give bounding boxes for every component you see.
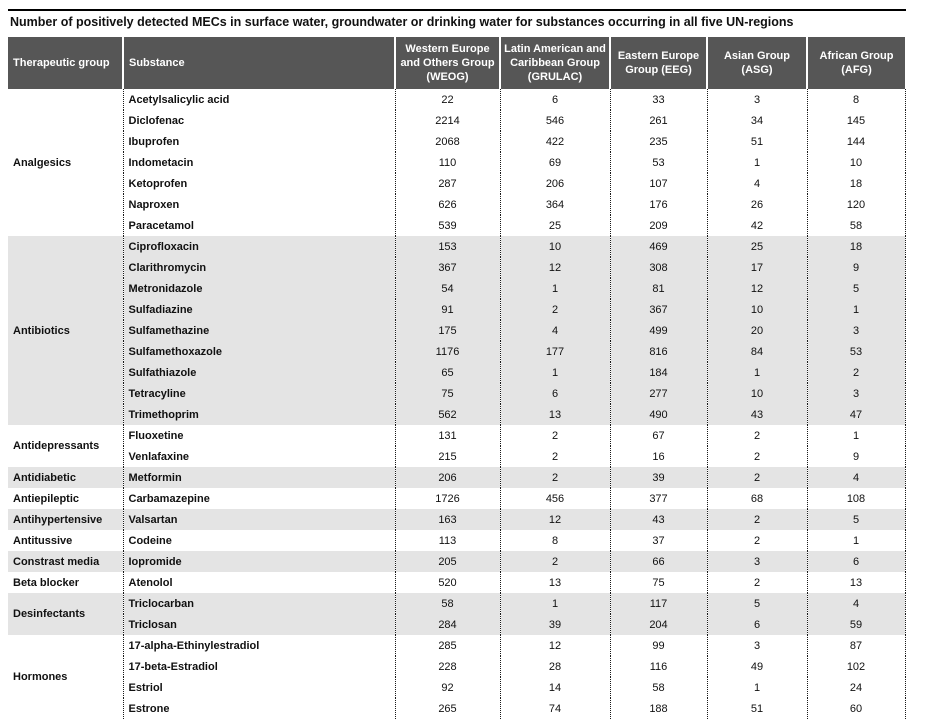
value-cell: 144 — [807, 131, 905, 152]
value-cell: 539 — [395, 215, 500, 236]
value-cell: 2 — [707, 467, 807, 488]
value-cell: 277 — [610, 383, 707, 404]
column-header-eeg: Eastern Europe Group (EEG) — [610, 37, 707, 89]
value-cell: 2 — [500, 551, 610, 572]
value-cell: 153 — [395, 236, 500, 257]
header-row — [8, 37, 905, 89]
value-cell: 499 — [610, 320, 707, 341]
substance-cell: Codeine — [123, 530, 395, 551]
table-row — [8, 236, 905, 257]
value-cell: 43 — [707, 404, 807, 425]
value-cell: 456 — [500, 488, 610, 509]
value-cell: 26 — [707, 194, 807, 215]
table-row — [8, 635, 905, 656]
therapeutic-group-cell: Antibiotics — [8, 236, 123, 425]
value-cell: 49 — [707, 656, 807, 677]
value-cell: 39 — [500, 614, 610, 635]
value-cell: 59 — [807, 614, 905, 635]
substance-cell: 17-beta-Estradiol — [123, 656, 395, 677]
value-cell: 2 — [500, 425, 610, 446]
value-cell: 209 — [610, 215, 707, 236]
substance-cell: Iopromide — [123, 551, 395, 572]
substance-cell: Carbamazepine — [123, 488, 395, 509]
value-cell: 188 — [610, 698, 707, 719]
table-title: Number of positively detected MECs in surface water, groundwater or drinking water for substances occurring in all five UN-regions — [10, 15, 794, 29]
table-row — [8, 383, 905, 404]
value-cell: 13 — [807, 572, 905, 593]
value-cell: 3 — [707, 89, 807, 110]
value-cell: 469 — [610, 236, 707, 257]
value-cell: 3 — [807, 320, 905, 341]
value-cell: 2 — [500, 467, 610, 488]
value-cell: 69 — [500, 152, 610, 173]
value-cell: 6 — [707, 614, 807, 635]
table-row — [8, 131, 905, 152]
value-cell: 75 — [395, 383, 500, 404]
value-cell: 261 — [610, 110, 707, 131]
value-cell: 10 — [500, 236, 610, 257]
value-cell: 5 — [807, 278, 905, 299]
value-cell: 74 — [500, 698, 610, 719]
value-cell: 5 — [807, 509, 905, 530]
value-cell: 116 — [610, 656, 707, 677]
table-row — [8, 698, 905, 719]
substance-cell: Metronidazole — [123, 278, 395, 299]
substance-cell: Sulfamethazine — [123, 320, 395, 341]
value-cell: 287 — [395, 173, 500, 194]
value-cell: 18 — [807, 236, 905, 257]
value-cell: 1 — [500, 362, 610, 383]
table-row — [8, 341, 905, 362]
table-row — [8, 656, 905, 677]
value-cell: 84 — [707, 341, 807, 362]
table-row — [8, 257, 905, 278]
value-cell: 8 — [500, 530, 610, 551]
value-cell: 12 — [500, 635, 610, 656]
value-cell: 2 — [707, 530, 807, 551]
value-cell: 47 — [807, 404, 905, 425]
value-cell: 34 — [707, 110, 807, 131]
value-cell: 1 — [807, 425, 905, 446]
therapeutic-group-cell: Hormones — [8, 635, 123, 719]
value-cell: 215 — [395, 446, 500, 467]
value-cell: 113 — [395, 530, 500, 551]
value-cell: 6 — [500, 383, 610, 404]
value-cell: 53 — [610, 152, 707, 173]
substance-cell: Paracetamol — [123, 215, 395, 236]
table-row — [8, 593, 905, 614]
value-cell: 87 — [807, 635, 905, 656]
value-cell: 308 — [610, 257, 707, 278]
value-cell: 145 — [807, 110, 905, 131]
value-cell: 54 — [395, 278, 500, 299]
value-cell: 12 — [707, 278, 807, 299]
value-cell: 228 — [395, 656, 500, 677]
value-cell: 206 — [395, 467, 500, 488]
value-cell: 108 — [807, 488, 905, 509]
substance-cell: Triclosan — [123, 614, 395, 635]
substance-cell: Sulfamethoxazole — [123, 341, 395, 362]
value-cell: 4 — [500, 320, 610, 341]
value-cell: 58 — [807, 215, 905, 236]
therapeutic-group-cell: Antihypertensive — [8, 509, 123, 530]
table-row — [8, 215, 905, 236]
value-cell: 177 — [500, 341, 610, 362]
column-header-weog: Western Europe and Others Group (WEOG) — [395, 37, 500, 89]
substance-cell: Ciprofloxacin — [123, 236, 395, 257]
substance-cell: Trimethoprim — [123, 404, 395, 425]
value-cell: 2 — [807, 362, 905, 383]
value-cell: 3 — [807, 383, 905, 404]
value-cell: 2 — [707, 425, 807, 446]
table-row — [8, 173, 905, 194]
value-cell: 367 — [610, 299, 707, 320]
value-cell: 102 — [807, 656, 905, 677]
value-cell: 92 — [395, 677, 500, 698]
value-cell: 562 — [395, 404, 500, 425]
substance-cell: 17-alpha-Ethinylestradiol — [123, 635, 395, 656]
therapeutic-group-cell: Analgesics — [8, 89, 123, 236]
table-row — [8, 194, 905, 215]
value-cell: 175 — [395, 320, 500, 341]
table-row — [8, 404, 905, 425]
value-cell: 3 — [707, 551, 807, 572]
table-row — [8, 488, 905, 509]
value-cell: 42 — [707, 215, 807, 236]
therapeutic-group-cell: Desinfectants — [8, 593, 123, 635]
value-cell: 285 — [395, 635, 500, 656]
value-cell: 58 — [395, 593, 500, 614]
value-cell: 33 — [610, 89, 707, 110]
value-cell: 5 — [707, 593, 807, 614]
value-cell: 235 — [610, 131, 707, 152]
value-cell: 422 — [500, 131, 610, 152]
value-cell: 520 — [395, 572, 500, 593]
value-cell: 22 — [395, 89, 500, 110]
substance-cell: Ibuprofen — [123, 131, 395, 152]
substance-cell: Tetracyline — [123, 383, 395, 404]
value-cell: 2 — [707, 509, 807, 530]
value-cell: 37 — [610, 530, 707, 551]
value-cell: 176 — [610, 194, 707, 215]
substance-cell: Indometacin — [123, 152, 395, 173]
value-cell: 13 — [500, 404, 610, 425]
therapeutic-group-cell: Antidiabetic — [8, 467, 123, 488]
column-header-asg: Asian Group (ASG) — [707, 37, 807, 89]
column-header-substance: Substance — [123, 37, 395, 89]
table-row — [8, 614, 905, 635]
value-cell: 16 — [610, 446, 707, 467]
value-cell: 626 — [395, 194, 500, 215]
value-cell: 204 — [610, 614, 707, 635]
value-cell: 24 — [807, 677, 905, 698]
substance-cell: Ketoprofen — [123, 173, 395, 194]
table-row — [8, 278, 905, 299]
value-cell: 1726 — [395, 488, 500, 509]
value-cell: 9 — [807, 257, 905, 278]
mec-detections-table — [8, 37, 906, 719]
value-cell: 490 — [610, 404, 707, 425]
value-cell: 39 — [610, 467, 707, 488]
title-top-rule — [8, 9, 906, 11]
value-cell: 58 — [610, 677, 707, 698]
value-cell: 12 — [500, 509, 610, 530]
therapeutic-group-cell: Antiepileptic — [8, 488, 123, 509]
value-cell: 546 — [500, 110, 610, 131]
value-cell: 364 — [500, 194, 610, 215]
value-cell: 4 — [807, 593, 905, 614]
value-cell: 367 — [395, 257, 500, 278]
value-cell: 1176 — [395, 341, 500, 362]
value-cell: 6 — [500, 89, 610, 110]
substance-cell: Fluoxetine — [123, 425, 395, 446]
value-cell: 265 — [395, 698, 500, 719]
value-cell: 10 — [807, 152, 905, 173]
substance-cell: Sulfadiazine — [123, 299, 395, 320]
value-cell: 107 — [610, 173, 707, 194]
table-row — [8, 467, 905, 488]
table-row — [8, 446, 905, 467]
value-cell: 51 — [707, 698, 807, 719]
value-cell: 131 — [395, 425, 500, 446]
substance-cell: Estrone — [123, 698, 395, 719]
value-cell: 816 — [610, 341, 707, 362]
substance-cell: Acetylsalicylic acid — [123, 89, 395, 110]
value-cell: 1 — [500, 278, 610, 299]
substance-cell: Valsartan — [123, 509, 395, 530]
value-cell: 14 — [500, 677, 610, 698]
substance-cell: Sulfathiazole — [123, 362, 395, 383]
value-cell: 2 — [500, 446, 610, 467]
table-header — [8, 37, 905, 89]
value-cell: 4 — [807, 467, 905, 488]
value-cell: 2 — [707, 572, 807, 593]
value-cell: 81 — [610, 278, 707, 299]
value-cell: 67 — [610, 425, 707, 446]
substance-cell: Venlafaxine — [123, 446, 395, 467]
value-cell: 1 — [707, 362, 807, 383]
therapeutic-group-cell: Antitussive — [8, 530, 123, 551]
value-cell: 10 — [707, 383, 807, 404]
value-cell: 1 — [807, 299, 905, 320]
value-cell: 60 — [807, 698, 905, 719]
value-cell: 2 — [500, 299, 610, 320]
value-cell: 53 — [807, 341, 905, 362]
value-cell: 163 — [395, 509, 500, 530]
value-cell: 13 — [500, 572, 610, 593]
value-cell: 1 — [500, 593, 610, 614]
table-row — [8, 677, 905, 698]
value-cell: 9 — [807, 446, 905, 467]
table-row — [8, 530, 905, 551]
value-cell: 65 — [395, 362, 500, 383]
value-cell: 1 — [707, 677, 807, 698]
value-cell: 17 — [707, 257, 807, 278]
table-row — [8, 152, 905, 173]
table-row — [8, 551, 905, 572]
table-row — [8, 110, 905, 131]
value-cell: 18 — [807, 173, 905, 194]
table-row — [8, 425, 905, 446]
value-cell: 25 — [500, 215, 610, 236]
value-cell: 8 — [807, 89, 905, 110]
substance-cell: Diclofenac — [123, 110, 395, 131]
value-cell: 91 — [395, 299, 500, 320]
table-row — [8, 299, 905, 320]
value-cell: 110 — [395, 152, 500, 173]
therapeutic-group-cell: Constrast media — [8, 551, 123, 572]
column-header-therapeutic-group: Therapeutic group — [8, 37, 123, 89]
value-cell: 1 — [707, 152, 807, 173]
value-cell: 2214 — [395, 110, 500, 131]
therapeutic-group-cell: Beta blocker — [8, 572, 123, 593]
substance-cell: Triclocarban — [123, 593, 395, 614]
value-cell: 68 — [707, 488, 807, 509]
value-cell: 284 — [395, 614, 500, 635]
value-cell: 2 — [707, 446, 807, 467]
table-row — [8, 509, 905, 530]
substance-cell: Estriol — [123, 677, 395, 698]
substance-cell: Metformin — [123, 467, 395, 488]
value-cell: 99 — [610, 635, 707, 656]
table-row — [8, 89, 905, 110]
value-cell: 28 — [500, 656, 610, 677]
column-header-afg: African Group (AFG) — [807, 37, 905, 89]
table-body — [8, 89, 905, 719]
substance-cell: Naproxen — [123, 194, 395, 215]
value-cell: 120 — [807, 194, 905, 215]
value-cell: 66 — [610, 551, 707, 572]
value-cell: 51 — [707, 131, 807, 152]
value-cell: 4 — [707, 173, 807, 194]
value-cell: 3 — [707, 635, 807, 656]
column-header-grulac: Latin American and Caribbean Group (GRULAC) — [500, 37, 610, 89]
value-cell: 2068 — [395, 131, 500, 152]
table-row — [8, 320, 905, 341]
value-cell: 117 — [610, 593, 707, 614]
substance-cell: Atenolol — [123, 572, 395, 593]
therapeutic-group-cell: Antidepressants — [8, 425, 123, 467]
value-cell: 20 — [707, 320, 807, 341]
table-row — [8, 362, 905, 383]
value-cell: 12 — [500, 257, 610, 278]
value-cell: 6 — [807, 551, 905, 572]
substance-cell: Clarithromycin — [123, 257, 395, 278]
value-cell: 184 — [610, 362, 707, 383]
value-cell: 205 — [395, 551, 500, 572]
table-row — [8, 572, 905, 593]
value-cell: 75 — [610, 572, 707, 593]
value-cell: 206 — [500, 173, 610, 194]
value-cell: 25 — [707, 236, 807, 257]
value-cell: 377 — [610, 488, 707, 509]
value-cell: 1 — [807, 530, 905, 551]
value-cell: 10 — [707, 299, 807, 320]
value-cell: 43 — [610, 509, 707, 530]
